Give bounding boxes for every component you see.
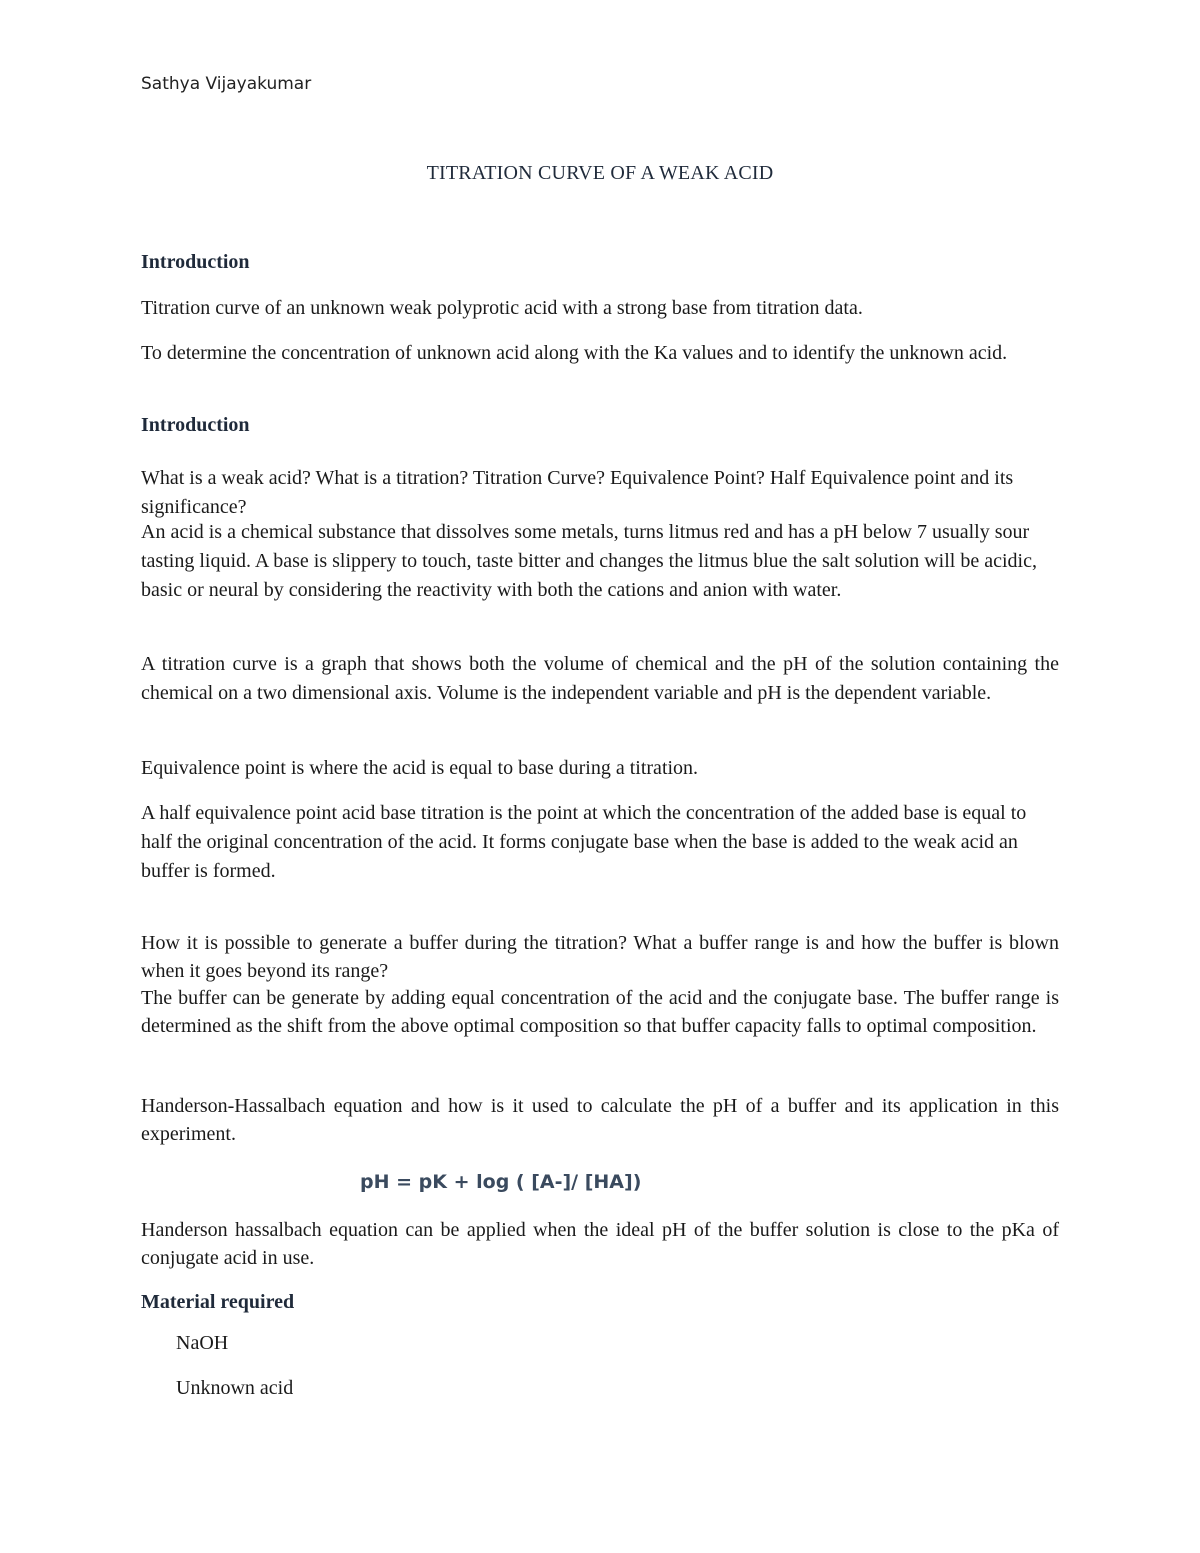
section-heading-materials: Material required xyxy=(141,1291,295,1313)
titration-curve-paragraph: A titration curve is a graph that shows both the volume of chemical and the pH of the solution containing the chemical on a two dimensional axis. Volume is the independent variable and pH is the dependent variable. xyxy=(141,653,1059,704)
material-item: Unknown acid xyxy=(176,1377,294,1399)
section-heading-introduction-2: Introduction xyxy=(141,414,250,436)
buffer-paragraph: The buffer can be generate by adding equal concentration of the acid and the conjugate base. The buffer range is determined as the shift from the above optimal composition so that buffer capacity falls to optimal composition. xyxy=(141,987,1059,1037)
document-title: TITRATION CURVE OF A WEAK ACID xyxy=(426,162,774,184)
material-item: NaOH xyxy=(176,1332,229,1354)
intro-paragraph-2: To determine the concentration of unknown acid along with the Ka values and to identify the unknown acid. xyxy=(141,342,1008,364)
henderson-hasselbalch-equation: pH = pK + log ( [A-]/ [HA]) xyxy=(360,1171,642,1193)
half-equivalence-paragraph: A half equivalence point acid base titration is the point at which the concentration of the added base is equal to half the original concentration of the acid. It forms conjugate base when the base is added to the weak acid an buffer is formed. xyxy=(141,802,1027,882)
equivalence-paragraph: Equivalence point is where the acid is equal to base during a titration. xyxy=(141,757,699,779)
acid-base-paragraph: An acid is a chemical substance that dissolves some metals, turns litmus red and has a pH below 7 usually sour tasting liquid. A base is slippery to touch, taste bitter and changes the litmus blue the salt solution will be acidic, basic or neural by considering the reactivity with both the cations and anion with water. xyxy=(141,521,1037,601)
hh-question: Handerson-Hassalbach equation and how is it used to calculate the pH of a buffer and its application in this experiment. xyxy=(141,1095,1059,1145)
question-buffer: How it is possible to generate a buffer during the titration? What a buffer range is and how the buffer is blown when it goes beyond its range? xyxy=(141,932,1059,982)
author-name: Sathya Vijayakumar xyxy=(141,74,312,94)
section-heading-introduction: Introduction xyxy=(141,251,250,273)
hh-paragraph: Handerson hassalbach equation can be applied when the ideal pH of the buffer solution is close to the pKa of conjugate acid in use. xyxy=(141,1219,1059,1269)
intro-paragraph-1: Titration curve of an unknown weak polyprotic acid with a strong base from titration data. xyxy=(141,297,863,319)
question-weak-acid: What is a weak acid? What is a titration? Titration Curve? Equivalence Point? Half Equivalence point and its significance? xyxy=(141,467,1014,518)
